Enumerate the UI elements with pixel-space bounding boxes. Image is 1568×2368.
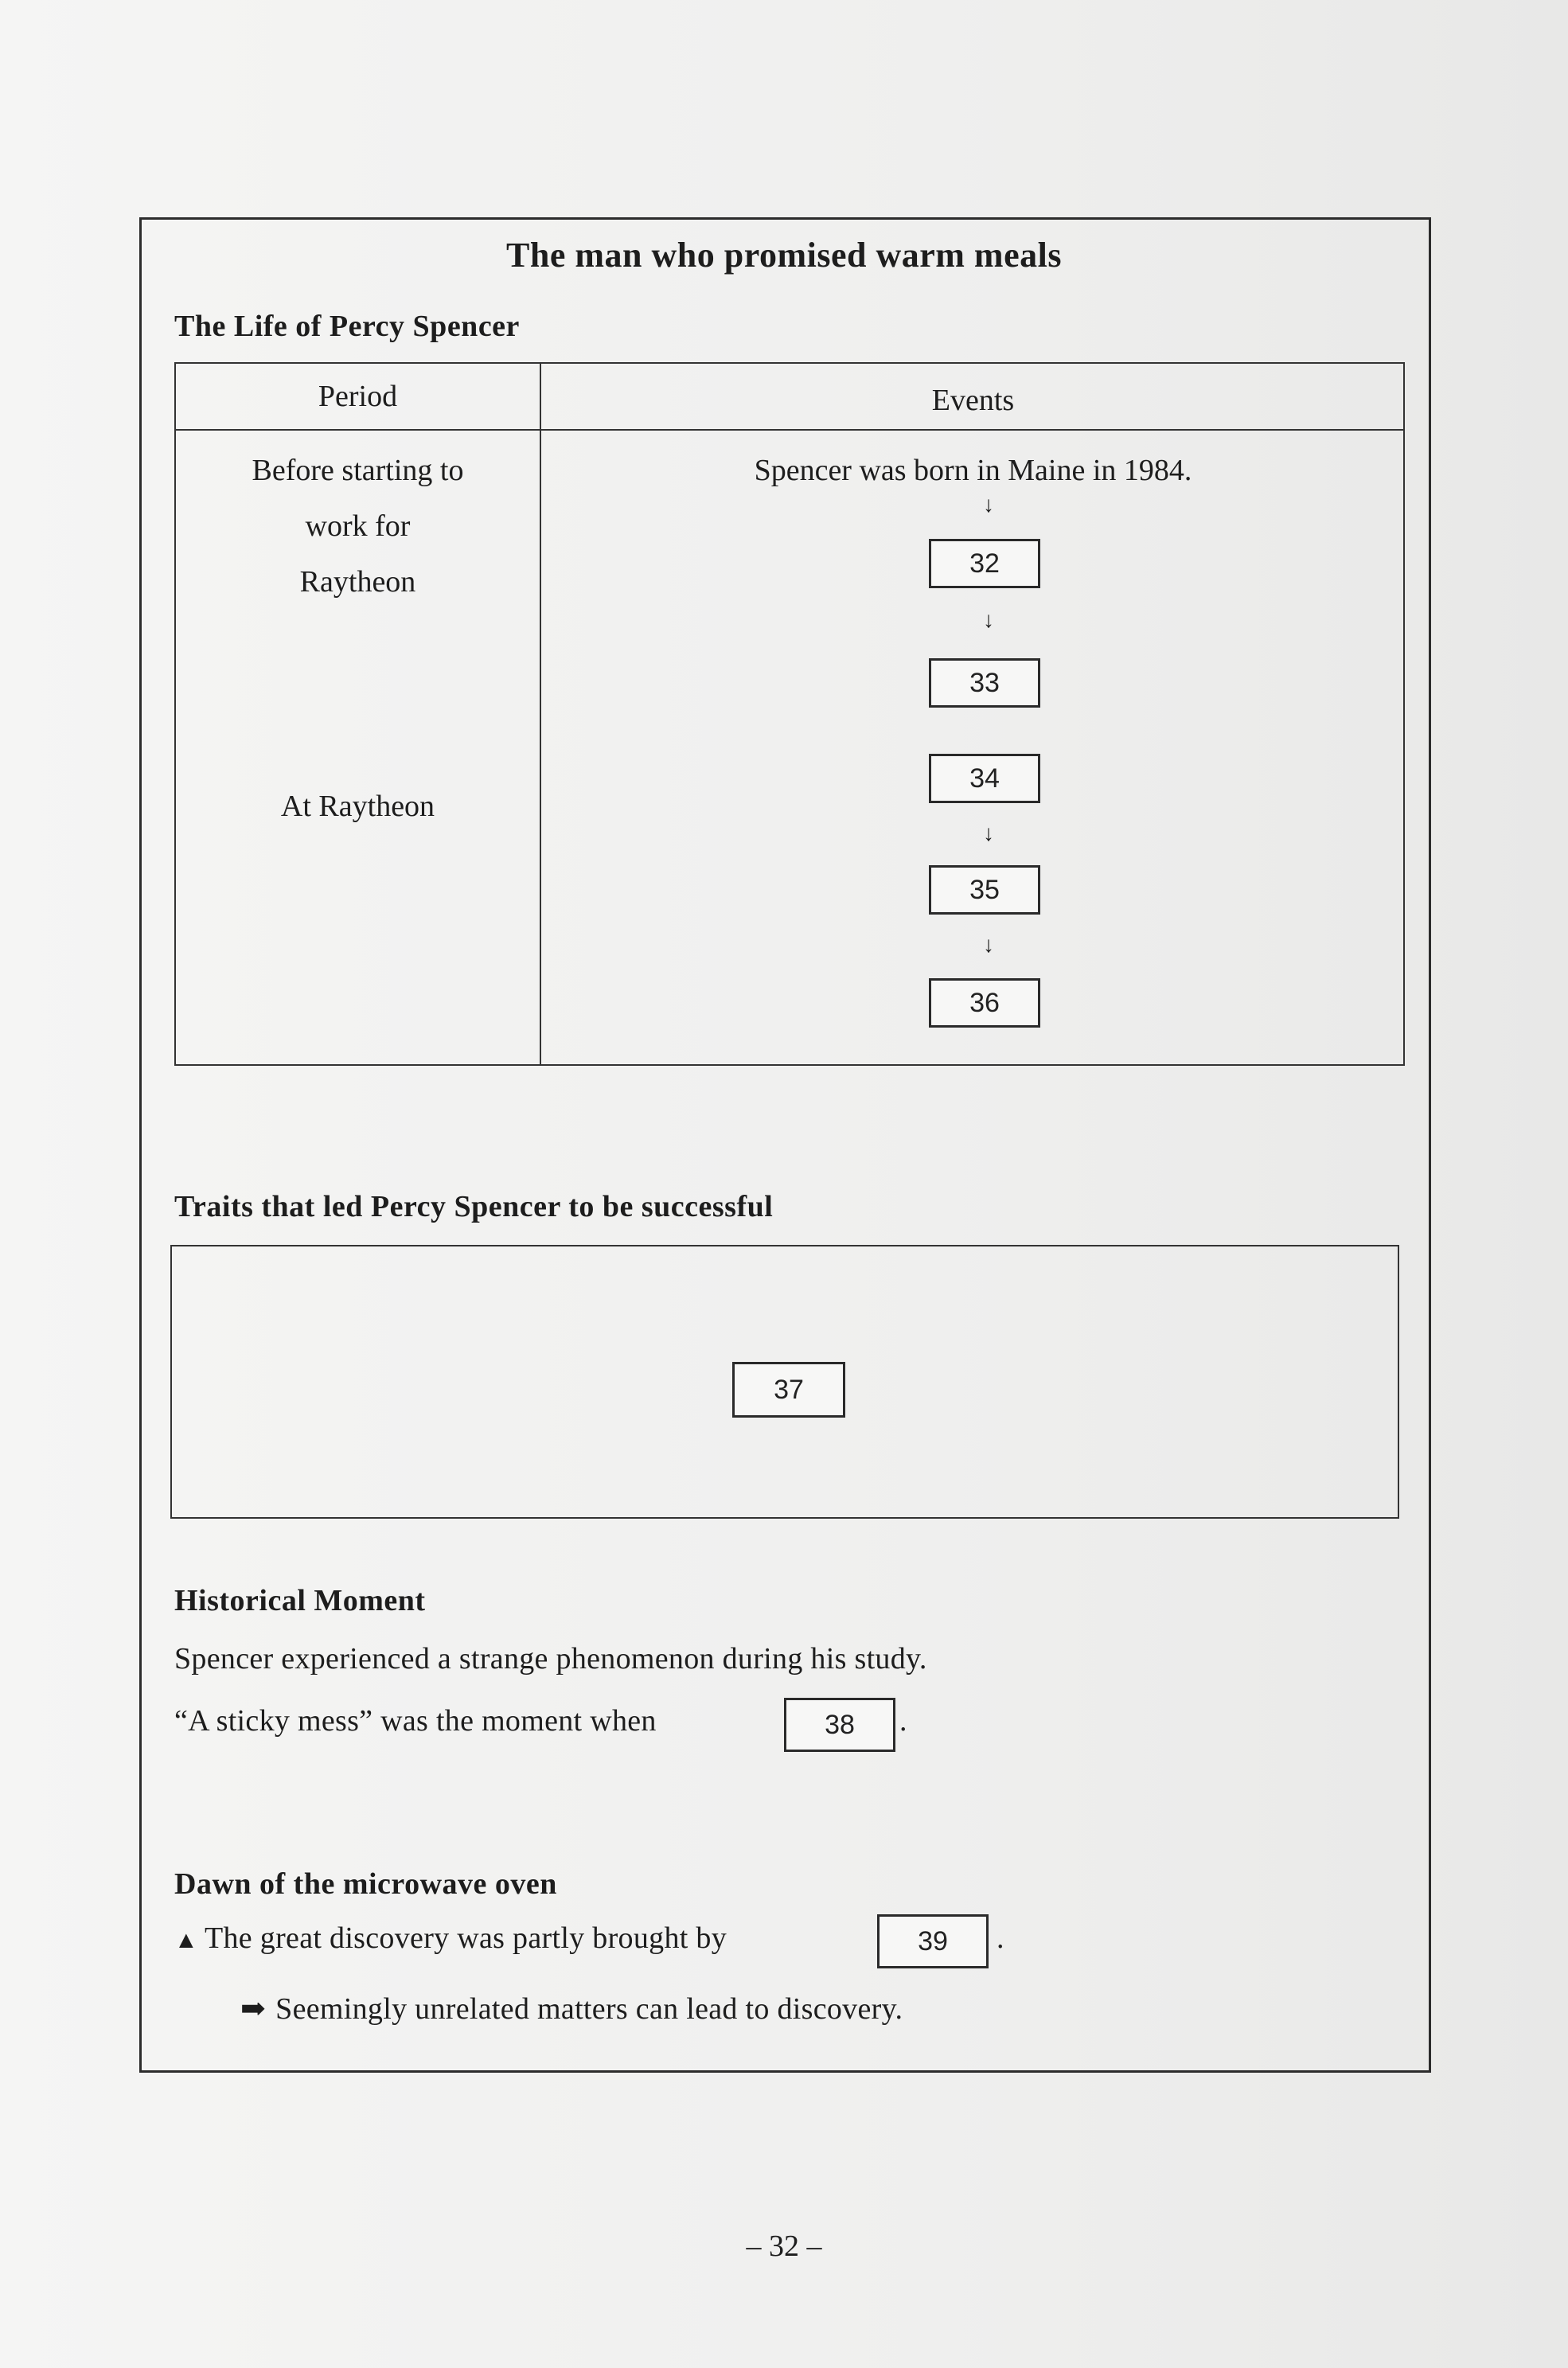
blank-box-38[interactable]: 38	[784, 1698, 895, 1752]
period-before-line-2: work for	[305, 509, 411, 543]
table-header-events: Events	[931, 384, 1015, 417]
table-header-divider	[176, 429, 1403, 431]
blank-box-32[interactable]: 32	[929, 539, 1040, 588]
page-number: – 32 –	[746, 2230, 822, 2263]
page-title: The man who promised warm meals	[506, 236, 1062, 275]
period-before-line-1: Before starting to	[252, 454, 464, 487]
life-table	[174, 362, 1405, 1066]
blank-box-33[interactable]: 33	[929, 658, 1040, 708]
blank-box-35[interactable]: 35	[929, 865, 1040, 915]
event-born-in-maine: Spencer was born in Maine in 1984.	[754, 454, 1192, 487]
historical-section-heading: Historical Moment	[174, 1584, 426, 1617]
period-before-line-3: Raytheon	[299, 565, 416, 599]
right-arrow-icon: ➡	[240, 1992, 267, 2026]
life-section-heading: The Life of Percy Spencer	[174, 310, 520, 343]
down-arrow-icon: ↓	[983, 821, 994, 846]
blank-box-34[interactable]: 34	[929, 754, 1040, 803]
historical-line-2-prefix: “A sticky mess” was the moment when	[174, 1704, 657, 1738]
dawn-line-2-text: Seemingly unrelated matters can lead to discovery.	[275, 1992, 903, 2026]
blank-box-39[interactable]: 39	[877, 1914, 989, 1968]
dawn-line-1-prefix: The great discovery was partly brought by	[205, 1921, 727, 1955]
historical-line-1: Spencer experienced a strange phenomenon during his study.	[174, 1642, 927, 1676]
traits-box	[170, 1245, 1399, 1519]
historical-line-2-suffix: .	[899, 1704, 907, 1738]
period-at-raytheon: At Raytheon	[280, 790, 435, 823]
blank-box-37[interactable]: 37	[732, 1362, 845, 1418]
down-arrow-icon: ↓	[983, 493, 994, 517]
table-header-period: Period	[318, 380, 398, 413]
traits-section-heading: Traits that led Percy Spencer to be successful	[174, 1190, 774, 1223]
dawn-section-heading: Dawn of the microwave oven	[174, 1867, 557, 1901]
down-arrow-icon: ↓	[983, 933, 994, 958]
down-arrow-icon: ↓	[983, 608, 994, 633]
blank-box-36[interactable]: 36	[929, 978, 1040, 1028]
triangle-bullet-icon: ▲	[174, 1927, 198, 1953]
dawn-line-1-suffix: .	[997, 1921, 1004, 1955]
dawn-line-1	[174, 1921, 727, 1956]
dawn-line-2	[240, 1991, 903, 2027]
